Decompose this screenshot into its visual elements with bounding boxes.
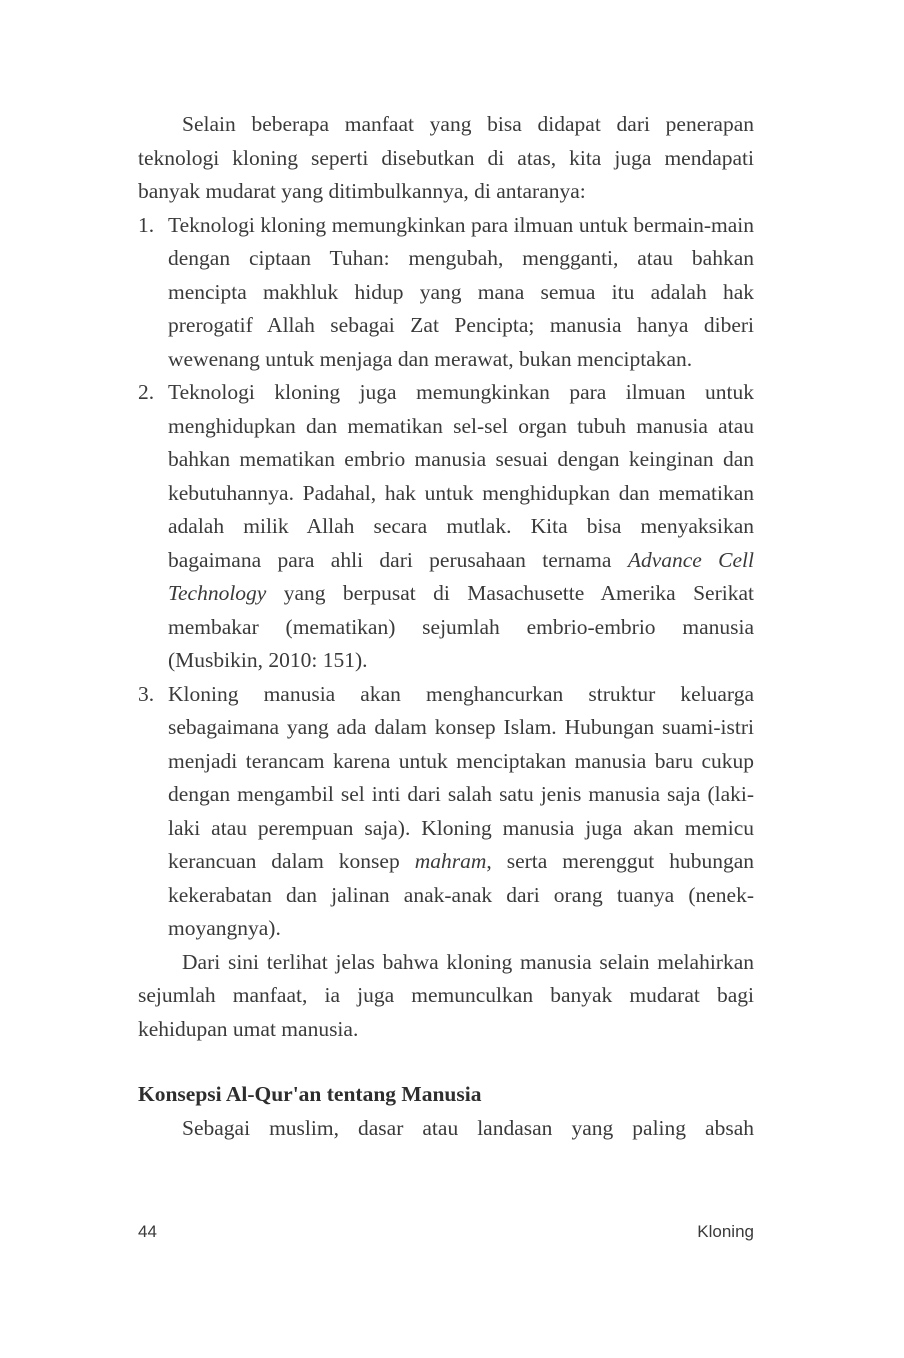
conclusion-paragraph: Dari sini terlihat jelas bahwa kloning manusia selain melahirkan sejumlah manfaat, ia juga memunculkan banyak mudarat bagi kehidupan umat manusia. <box>138 949 754 1041</box>
list-item-number: 2. <box>138 380 155 404</box>
list-item-text-after: , serta merenggut hubungan kekerabatan dan jalinan anak-anak dari orang tuanya (nenek-moyangnya). <box>168 849 754 940</box>
list-item-text <box>168 678 754 946</box>
company-name-italic: Advance Cell Technology <box>168 547 755 605</box>
section-first-line: Sebagai muslim, dasar atau landasan yang paling absah <box>182 1115 754 1140</box>
list-item-text-after: yang berpusat di Masachusette Amerika Serikat membakar (mematikan) sejumlah embrio-embrio manusia (Musbikin, 2010: 151). <box>168 581 754 672</box>
list-item-text <box>168 376 754 678</box>
list-item <box>138 209 754 377</box>
list-item-text: Teknologi kloning memungkinkan para ilmuan untuk bermain-main dengan ciptaan Tuhan: mengubah, mengganti, atau bahkan mencipta makhluk hidup yang mana semua itu adalah hak prerogatif Allah sebagai Zat Pencipta; manusia hanya diberi wewenang untuk menjaga dan merawat, bukan menciptakan. <box>168 212 754 371</box>
list-item-text-before: Kloning manusia akan menghancurkan struktur keluarga sebagaimana yang ada dalam konsep Islam. Hubungan suami-istri menjadi terancam karena untuk menciptakan manusia baru cukup dengan mengambil sel inti dari salah satu jenis manusia saja (laki-laki atau perempuan saja). Kloning manusia juga akan memicu kerancuan dalam konsep <box>168 681 754 873</box>
term-italic: mahram <box>414 849 487 873</box>
section-heading: Konsepsi Al-Qur'an tentang Manusia <box>138 1082 482 1106</box>
running-head: Kloning <box>697 1222 754 1241</box>
list-item-number: 3. <box>138 681 155 706</box>
list-item-number: 1. <box>138 212 155 237</box>
list-item <box>138 376 754 678</box>
intro-paragraph: Selain beberapa manfaat yang bisa didapat dari penerapan teknologi kloning seperti disebutkan di atas, kita juga mendapati banyak mudarat yang ditimbulkannya, di antaranya: <box>138 112 754 203</box>
list-item <box>138 678 754 946</box>
list-item-text-before: Teknologi kloning juga memungkinkan para ilmuan untuk menghidupkan dan mematikan sel-sel organ tubuh manusia atau bahkan mematikan embrio manusia sesuai dengan keinginan dan kebutuhannya. Padahal, hak untuk menghidupkan dan mematikan adalah milik Allah secara mutlak. Kita bisa menyaksikan bagaimana para ahli dari perusahaan ternama <box>168 380 754 572</box>
page-body <box>138 108 754 1145</box>
mudarat-list <box>138 209 754 946</box>
page-number: 44 <box>138 1222 157 1241</box>
